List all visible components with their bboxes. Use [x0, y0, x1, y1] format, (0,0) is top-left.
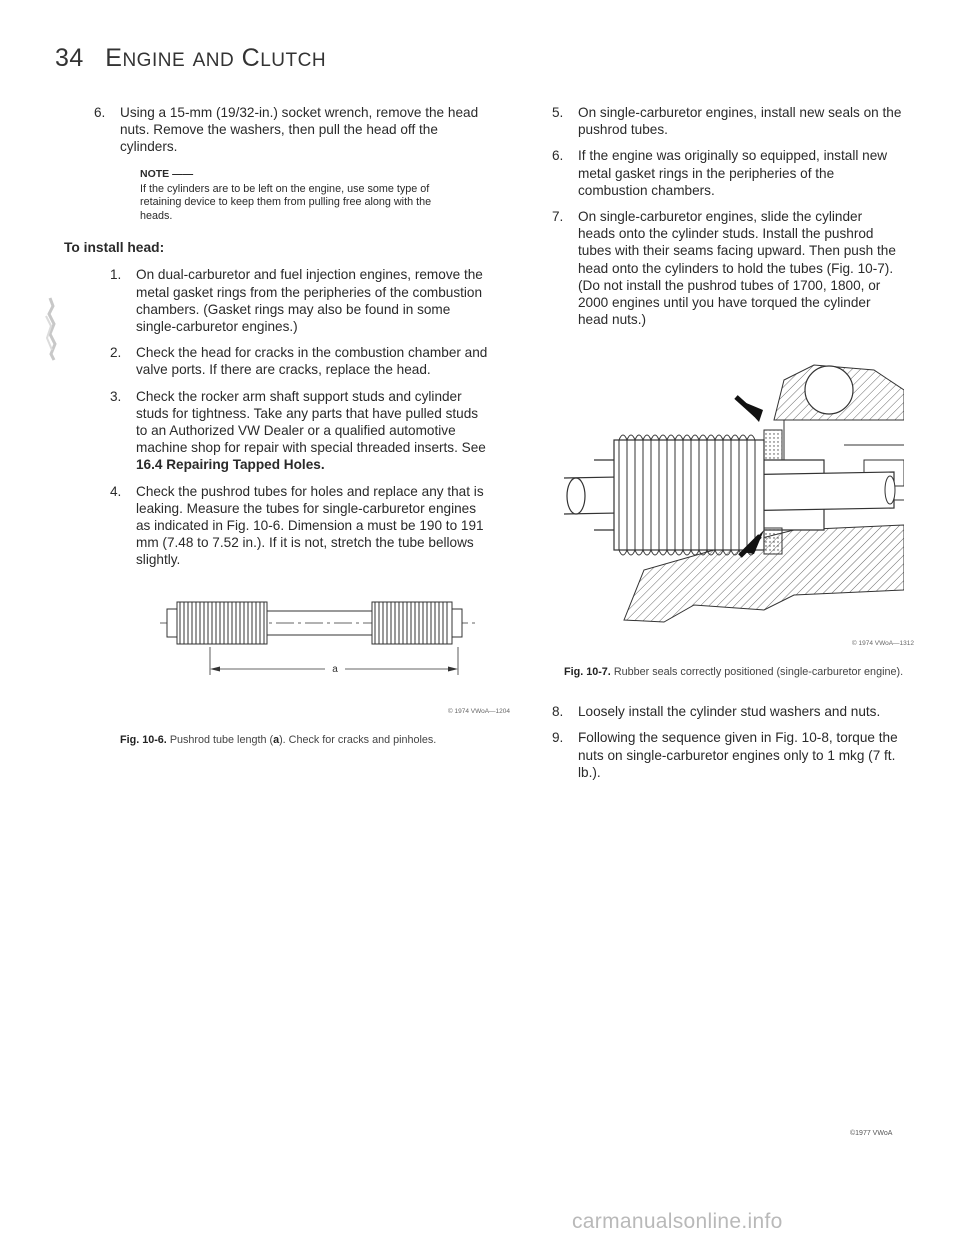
step-6-removal: 6. Using a 15-mm (19/32-in.) socket wrench, remove the head nuts. Remove the washers, then pull the head off the cylinders.: [94, 105, 479, 155]
page-number: 34: [55, 44, 84, 72]
note-box: [140, 168, 440, 224]
margin-smudge: [42, 296, 60, 362]
figure-caption: Fig. 10-6. Pushrod tube length (a). Check for cracks and pinholes.: [120, 734, 437, 747]
figure-credit: © 1974 VWoA—1312: [851, 639, 914, 647]
install-step-6: 6. If the engine was originally so equipped, install new metal gasket rings in the peripheries of the combustion chambers.: [552, 148, 888, 198]
page-header: [55, 44, 326, 73]
install-steps: [110, 266, 490, 568]
install-step-8: 8. Loosely install the cylinder stud washers and nuts.: [552, 704, 881, 720]
install-step-3: 3. Check the rocker arm shaft support studs and cylinder studs for tightness. Take any parts that have pulled studs to an Authorized VW Dealer or a qualified automotive machine shop for repair with special threaded inserts. See 16.4 Repairing Tapped Holes.: [110, 388, 486, 473]
right-steps-2: [552, 703, 902, 781]
right-column: [552, 104, 914, 790]
note-text: If the cylinders are to be left on the engine, use some type of retaining device to keep them from pulling free along with the heads.: [140, 183, 432, 222]
watermark: carmanualsonline.info: [572, 1210, 783, 1233]
right-bellows: [372, 602, 452, 644]
install-step-7: 7. On single-carburetor engines, slide the cylinder heads onto the cylinder studs. Install the pushrod tubes with their seams facing upward. Then push the head onto the cylinders to hold the tubes (Fig. 10-7). (Do not install the pushrod tubes of 1700, 1800, or 2000 engines until you have torqued the cylinder head nuts.): [552, 209, 896, 328]
page-title: ENGINE AND CLUTCH: [105, 44, 327, 72]
figure-caption: Fig. 10-7. Rubber seals correctly positioned (single-carburetor engine).: [564, 665, 904, 678]
rubber-seals-illustration: [564, 360, 904, 630]
install-step-4: 4. Check the pushrod tubes for holes and replace any that is leaking. Measure the tubes for single-carburetor engines as indicated in Fig. 10-6. Dimension a must be 190 to 191 mm (7.48 to 7.52 in.). If it is not, stretch the tube bellows slightly.: [110, 483, 484, 568]
dimension-label: a: [332, 663, 338, 675]
install-step-1: 1. On dual-carburetor and fuel injection engines, remove the metal gasket rings from the peripheries of the combustion chambers. (Gasket rings may also be found in some single-carburetor engines.): [110, 267, 483, 335]
install-step-2: 2. Check the head for cracks in the combustion chamber and valve ports. If there are cracks, replace the head.: [110, 345, 488, 378]
removal-steps: [94, 104, 490, 156]
pushrod-tube-illustration: [120, 591, 480, 699]
left-column: [64, 104, 510, 748]
figure-10-7: [564, 360, 914, 679]
lower-seal: [764, 528, 782, 554]
install-step-5: 5. On single-carburetor engines, install new seals on the pushrod tubes.: [552, 105, 902, 138]
upper-seal: [764, 430, 782, 460]
left-bellows: [177, 602, 267, 644]
figure-10-6: [120, 591, 510, 748]
page-copyright: ©1977 VWoA: [850, 1130, 893, 1137]
note-title: NOTE ——: [140, 167, 194, 180]
right-steps: [552, 104, 902, 328]
install-step-9: 9. Following the sequence given in Fig. 10-8, torque the nuts on single-carburetor engines only to 1 mkg (7 ft. lb.).: [552, 730, 898, 780]
cross-reference: 16.4 Repairing Tapped Holes.: [136, 457, 325, 473]
install-heading: To install head:: [64, 240, 165, 256]
figure-credit: © 1974 VWoA—1204: [447, 707, 510, 715]
